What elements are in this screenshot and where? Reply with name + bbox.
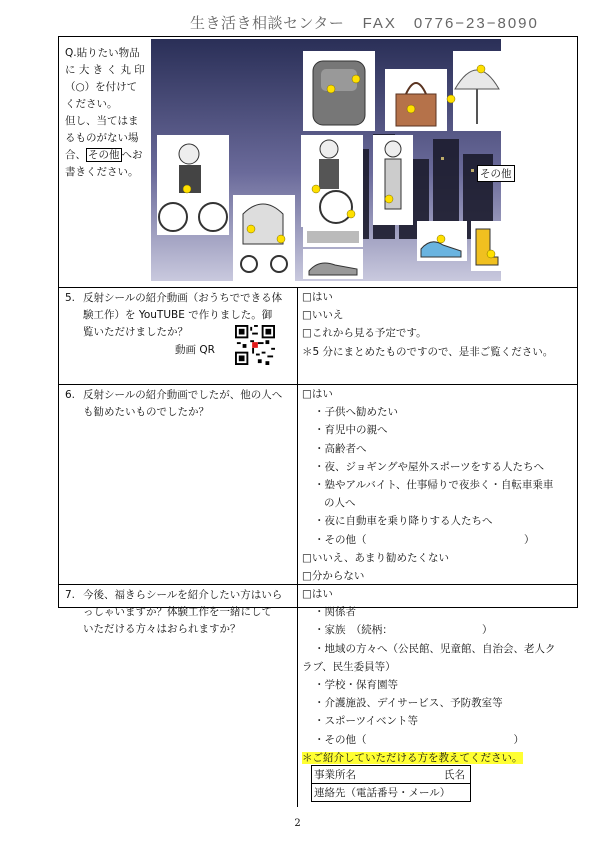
contact-field[interactable]: 連絡先（電話番号・メール） — [311, 783, 471, 802]
q6-option-unknown[interactable]: □分からない — [302, 570, 365, 583]
item-selection-instructions: Q.貼りたい物品 に 大 き く 丸 印 （○）を付けて ください。 但し、当てはま るものがない場 合、 その他 へお 書きください。 — [65, 47, 145, 178]
q7-sub-schools[interactable]: ・学校・保育園等 — [314, 679, 398, 692]
q5-option-yes[interactable]: □はい — [302, 291, 333, 303]
q6-option-yes[interactable]: □はい — [302, 388, 333, 400]
introduction-request: ＊ご紹介していただける方を教えてください。 — [302, 751, 523, 764]
question-7-answers: □はい ・関係者 ・家族 （続柄： ） ・地域の方々へ（公民館、児童館、自治会、老人ク ラブ、民生委員等） ・学校・保育園等 ・介護施設、デイサービス、予防教室等 ・スポーツイベント等 ・その他（ ） ＊ご紹介していただける方を教えてください。 — [302, 585, 573, 767]
q6-sub-children[interactable]: ・子供へ勧めたい — [314, 406, 398, 419]
q6-sub-drivers[interactable]: ・夜に自動車を乗り降りする人たちへ — [314, 515, 493, 528]
stroller-image — [233, 195, 295, 281]
q6-sub-night-walkers[interactable]: ・塾やアルバイト、仕事帰りで夜歩く・自転車乗車 — [314, 479, 554, 492]
q7-sub-care[interactable]: ・介護施設、デイサービス、予防教室等 — [314, 697, 503, 710]
backpack-image — [303, 51, 375, 131]
q7-sub-community[interactable]: ・地域の方々へ（公民館、児童館、自治会、老人ク — [314, 642, 556, 655]
page-number: 2 — [294, 818, 301, 829]
question-5-answers — [302, 288, 573, 361]
q7-sub-family[interactable]: ・家族 （続柄： ） — [314, 624, 493, 637]
q5-option-no[interactable]: □いいえ — [302, 309, 344, 322]
row-question-6 — [59, 384, 577, 585]
fax-number: FAX 0776−23−8090 — [362, 15, 539, 32]
q6-sub-other[interactable]: ・その他（ ） — [314, 533, 535, 546]
handbag-image — [385, 69, 447, 131]
contact-fields — [311, 765, 471, 802]
q7-option-yes[interactable]: □はい — [302, 588, 333, 600]
elderly-person-image — [373, 135, 413, 225]
umbrella-image — [453, 51, 501, 131]
q7-sub-other[interactable]: ・その他（ ） — [314, 733, 524, 746]
q6-option-no[interactable]: □いいえ、あまり勧めたくない — [302, 551, 450, 564]
question-6-text: 6. 反射シールの紹介動画でしたが、他の人へ も勧めたいものでしたか？ — [65, 389, 283, 418]
office-name-field[interactable]: 事業所名 氏名 — [311, 765, 471, 783]
questionnaire-table — [58, 36, 578, 764]
q7-sub-sports[interactable]: ・スポーツイベント等 — [314, 715, 419, 728]
scarf-image — [303, 227, 363, 247]
q6-sub-joggers[interactable]: ・夜、ジョギングや屋外スポーツをする人たちへ — [314, 460, 545, 473]
dress-shoe-image — [303, 249, 363, 279]
q5-note: ＊5 分にまとめたものですので、是非ご覧ください。 — [302, 345, 554, 358]
q6-sub-elderly[interactable]: ・高齢者へ — [314, 442, 367, 455]
qr-label: 動画 QR — [175, 344, 215, 356]
sono-word-box: その他 — [88, 149, 120, 161]
person-name-label: 氏名 — [444, 769, 465, 781]
row-question-5 — [59, 287, 577, 385]
reflective-items-collage — [151, 39, 501, 281]
cyclist-image — [157, 135, 229, 235]
q6-sub-parents[interactable]: ・育児中の親へ — [314, 424, 388, 437]
sono-label: その他 — [477, 165, 515, 182]
rain-boots-image — [471, 221, 501, 271]
question-6-answers: □はい ・子供へ勧めたい ・育児中の親へ ・高齢者へ ・夜、ジョギングや屋外スポーツをする人たちへ ・塾やアルバイト、仕事帰りで夜歩く・自転車乗車 の人へ ・夜に自動車を乗り降りする人たちへ ・その他（ ） □いいえ、あまり勧めたくない □分からない — [302, 385, 573, 585]
q7-sub-related[interactable]: ・関係者 — [314, 606, 356, 619]
question-5-text: 5. 反射シールの紹介動画（おうちでできる体 験工作）を YouTUBE で作りました。御 覧いただけましたか？ — [65, 292, 283, 338]
center-name: 生き活き相談センター — [190, 15, 345, 32]
q5-option-plan[interactable]: □これから見る予定です。 — [302, 327, 427, 340]
question-7-text: 7. 今後、福きらシールを紹介したい方はいら っしゃいますか？体験工作を一緒にして いただける方々はおられますか？ — [65, 589, 283, 635]
page-header — [190, 12, 575, 34]
video-qr-code[interactable] — [235, 325, 275, 365]
row-item-selection — [59, 37, 577, 288]
